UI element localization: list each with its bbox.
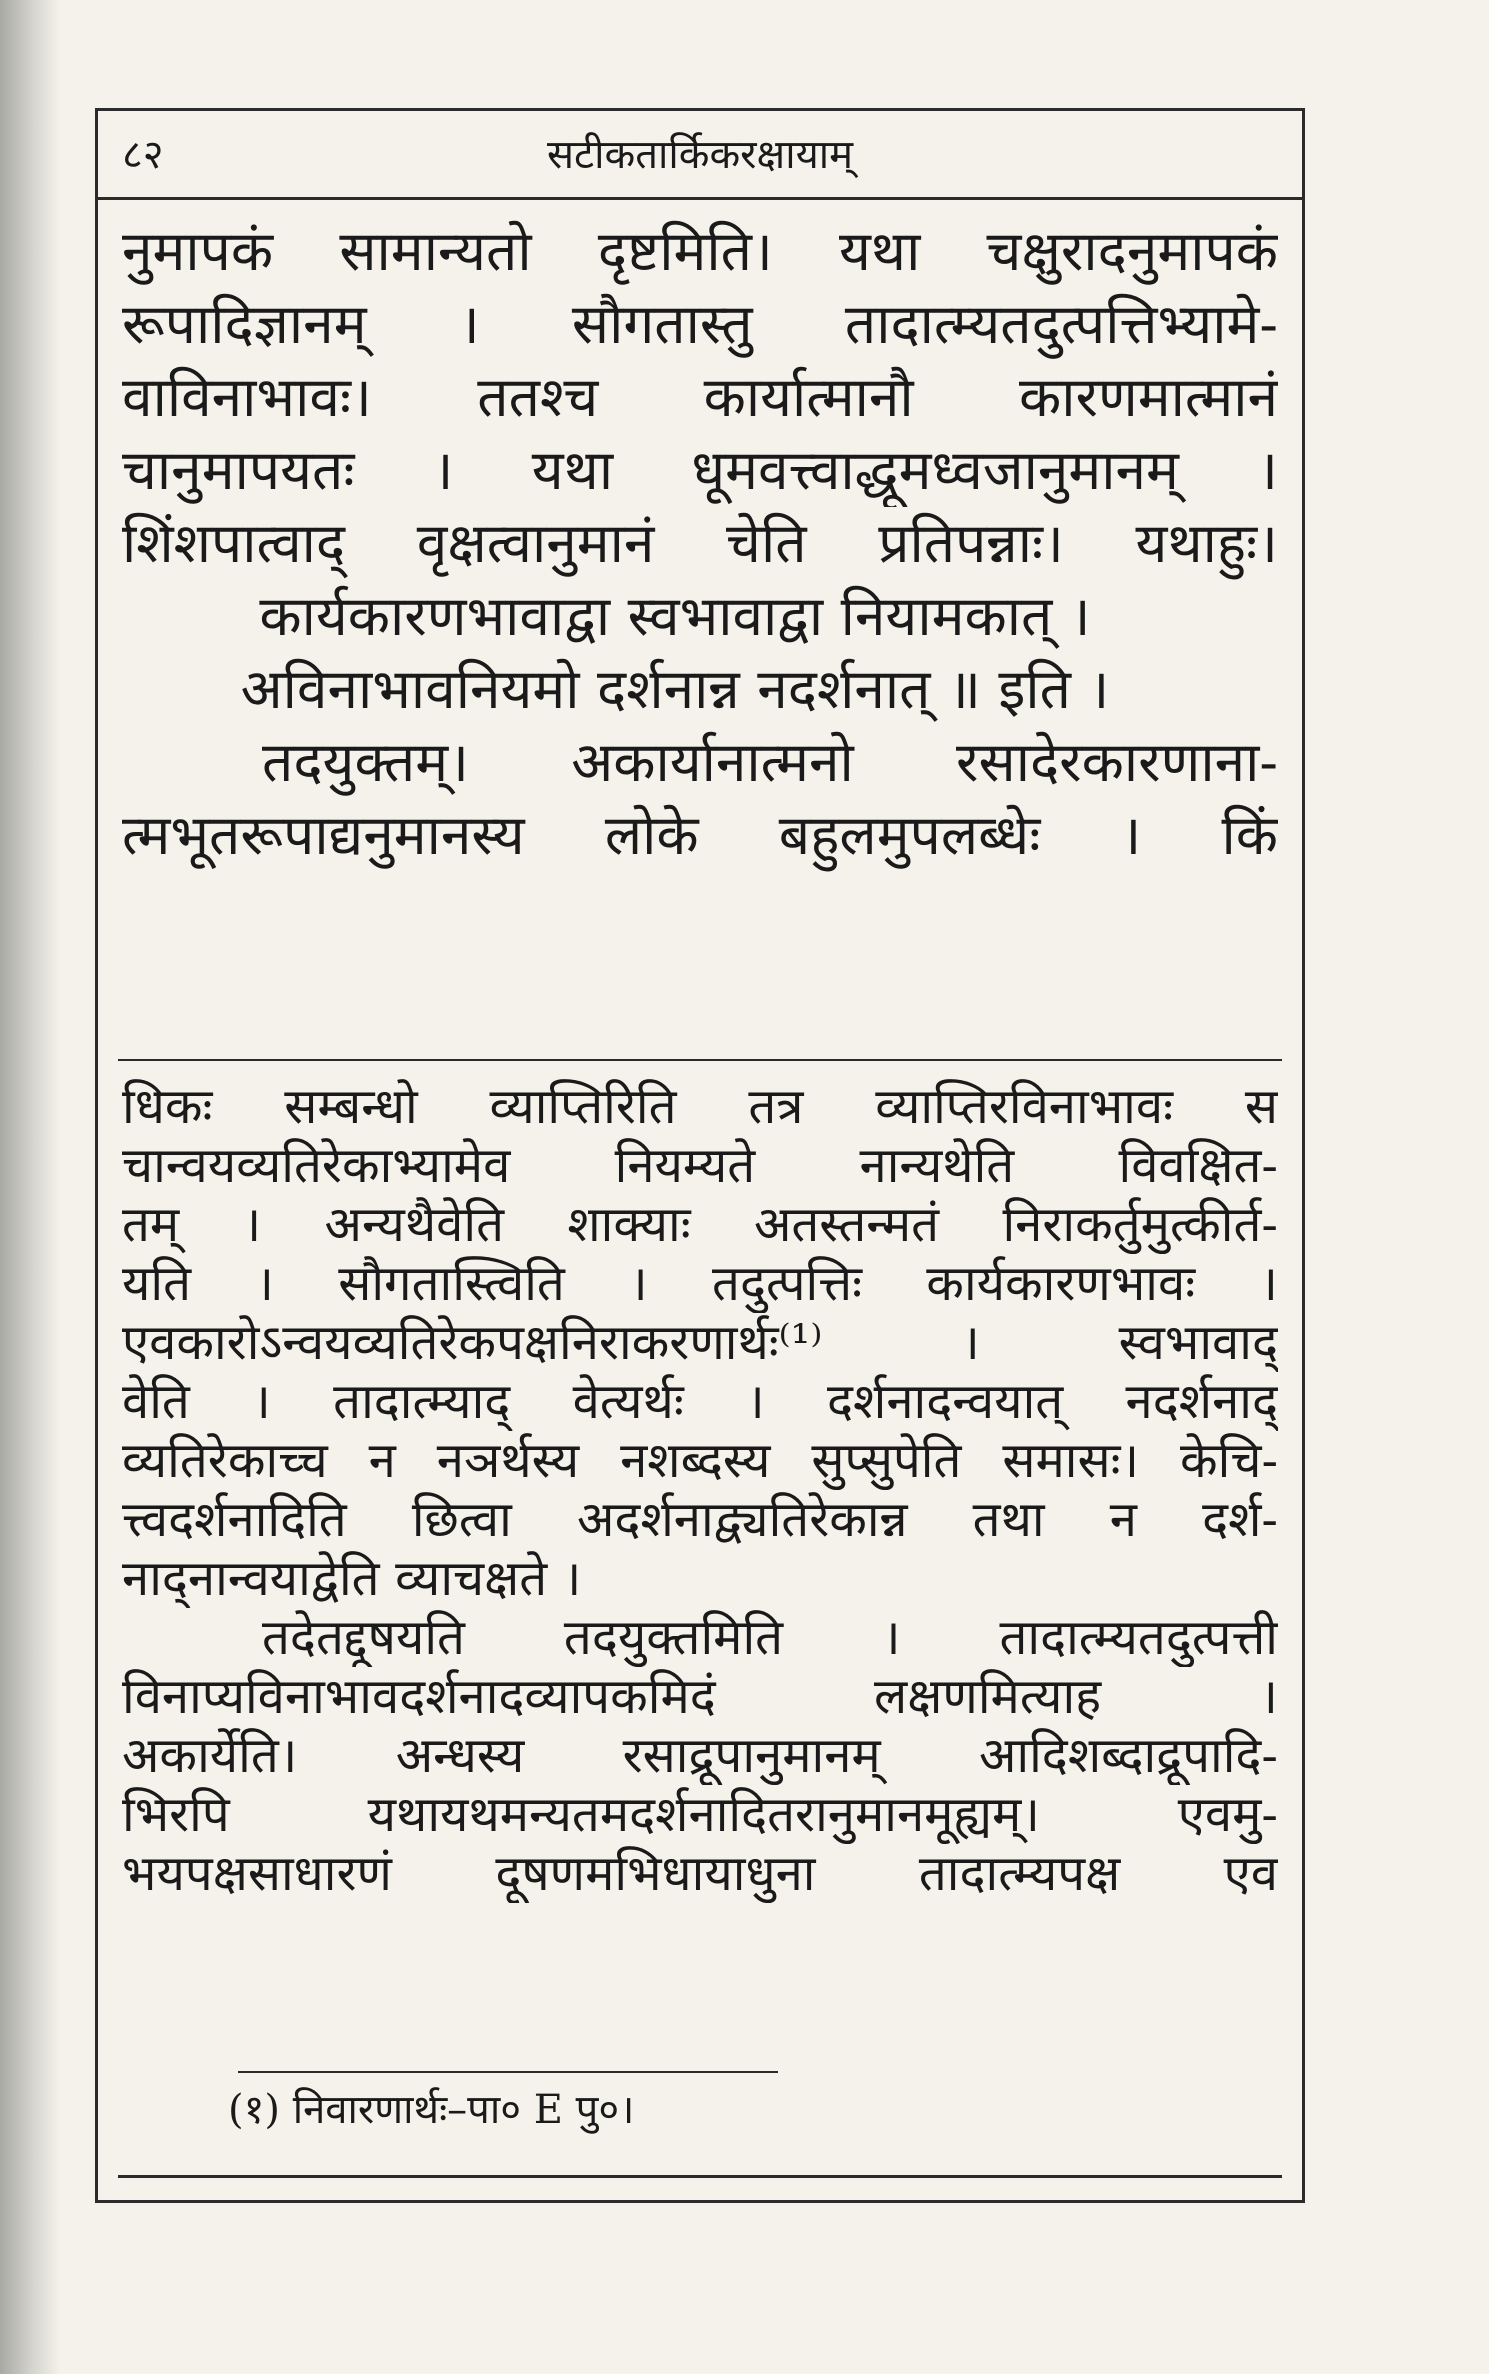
commentary-line: तम् । अन्यथैवेति शाक्याः अतस्तन्मतं निराकर्तुमुत्कीर्त- [122, 1196, 1278, 1253]
root-text-line: चानुमापयतः । यथा धूमवत्त्वाद्धूमध्वजानुमानम् । [122, 438, 1278, 502]
commentary-line: तदेतद्दूषयति तदयुक्तमिति । तादात्म्यतदुत्पत्ती [262, 1609, 1278, 1666]
page-header [98, 111, 1302, 200]
commentary-line: भयपक्षसाधारणं दूषणमभिधायाधुना तादात्म्यपक्ष एव [122, 1845, 1278, 1902]
root-text-line: तदयुक्तम्। अकार्यानात्मनो रसादेरकारणाना- [262, 730, 1278, 794]
commentary-line: वेति । तादात्म्याद् वेत्यर्थः । दर्शनादन्वयात् नदर्शनाद् [122, 1373, 1278, 1430]
root-text-line: रूपादिज्ञानम् । सौगतास्तु तादात्म्यतदुत्पत्तिभ्यामे- [122, 292, 1278, 356]
book-gutter-shadow [0, 0, 60, 2374]
commentary-line: नाद्नान्वयाद्वेति व्याचक्षते । [122, 1550, 582, 1607]
footnote-rule [238, 2071, 778, 2073]
root-text-line: नुमापकं सामान्यतो दृष्टमिति। यथा चक्षुरादनुमापकं [122, 219, 1278, 283]
commentary-line: अकार्येति। अन्धस्य रसाद्रूपानुमानम् आदिशब्दाद्रूपादि- [122, 1727, 1278, 1784]
commentary-line: त्त्वदर्शनादिति छित्वा अदर्शनाद्व्यतिरेकान्न तथा न दर्श- [122, 1491, 1278, 1548]
commentary-line: व्यतिरेकाच्च न नञर्थस्य नशब्दस्य सुप्सुपेति समासः। केचि- [122, 1432, 1278, 1489]
page-frame [95, 108, 1305, 2203]
root-text [122, 215, 1278, 872]
verse-line: अविनाभावनियमो दर्शनान्न नदर्शनात् ॥ इति । [240, 657, 1110, 721]
commentary-line: धिकः सम्बन्धो व्याप्तिरिति तत्र व्याप्तिरविनाभावः स [122, 1078, 1278, 1135]
commentary-line: यति । सौगतास्त्विति । तदुत्पत्तिः कार्यकारणभावः । [122, 1255, 1278, 1312]
page-number: ८२ [122, 132, 164, 178]
text-commentary-divider [118, 1059, 1282, 1061]
commentary-line: चान्वयव्यतिरेकाभ्यामेव नियम्यते नान्यथेति विवक्षित- [122, 1137, 1278, 1194]
root-text-line: वाविनाभावः। ततश्च कार्यात्मानौ कारणमात्मानं [122, 365, 1278, 429]
commentary-line: भिरपि यथायथमन्यतमदर्शनादितरानुमानमूह्यम्। एवमु- [122, 1786, 1278, 1843]
root-text-line: शिंशपात्वाद् वृक्षत्वानुमानं चेति प्रतिपन्नाः। यथाहुः। [122, 511, 1278, 575]
commentary-line: विनाप्यविनाभावदर्शनादव्यापकमिदं लक्षणमित्याह । [122, 1668, 1278, 1725]
commentary [122, 1077, 1278, 1903]
root-text-line: त्मभूतरूपाद्यनुमानस्य लोके बहुलमुपलब्धेः । किं [122, 803, 1278, 867]
footnote: (१) निवारणार्थः–पा० E पु०। [228, 2087, 635, 2133]
page-bottom-rule [118, 2175, 1282, 2178]
commentary-line: एवकारोऽन्वयव्यतिरेकपक्षनिराकरणार्थः⁽¹⁾ । स्वभावाद् [122, 1314, 1278, 1371]
running-title: सटीकतार्किकरक्षायाम् [546, 132, 854, 178]
verse-line: कार्यकारणभावाद्वा स्वभावाद्वा नियामकात् । [259, 584, 1091, 648]
